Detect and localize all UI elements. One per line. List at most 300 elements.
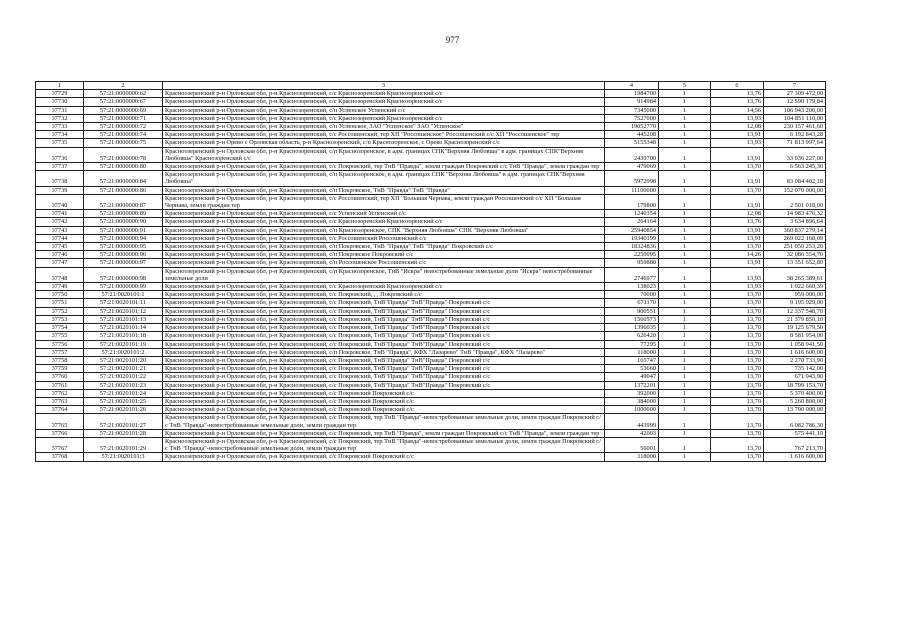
- quantity-cell: 1: [659, 437, 711, 452]
- row-number-cell: 37737: [36, 163, 84, 171]
- address-cell: Красноозеренский р-н Орловская обл, р-н Краснозоренский, с/с Покровский, ТнВ"Правда" ТнВ"Правда" Покровский с/с: [163, 365, 605, 373]
- area-cell: 7345000: [605, 106, 659, 114]
- address-cell: Красноозеренский р-н Орловская обл, р-н Краснозоренский, с/с Покровский Покровский с/с: [163, 453, 605, 461]
- row-number-cell: 37741: [36, 210, 84, 218]
- rate-cell: 13,70: [711, 324, 764, 332]
- cadastral-value-cell: 959 000,00: [764, 291, 826, 299]
- rate-cell: 13,70: [711, 340, 764, 348]
- area-cell: 138023: [605, 283, 659, 291]
- cadastral-number-cell: 57:21:0020101:19: [84, 340, 163, 348]
- rate-cell: 13,70: [711, 453, 764, 461]
- row-number-cell: 37768: [36, 453, 84, 461]
- cadastral-value-cell: 13 351 652,80: [764, 259, 826, 267]
- area-cell: 179800: [605, 194, 659, 209]
- table-row: [36, 218, 826, 226]
- address-cell: Красноозеренский р-н Орловская обл, р-н Краснозоренский, с/с Покровский Покровский с/с: [163, 389, 605, 397]
- cadastral-number-cell: 57:21:0000000:67: [84, 98, 163, 106]
- quantity-cell: 1: [659, 210, 711, 218]
- rate-cell: 13,70: [711, 365, 764, 373]
- quantity-cell: 1: [659, 131, 711, 139]
- address-cell: Красноозеренский р-н Орловская обл, р-н Краснозоренский, с/п Успенское Успенский с/с: [163, 106, 605, 114]
- address-cell: Красноозеренский р-н Орловская обл, р-н Краснозоренский, с/с Покровский Покровский с/с: [163, 397, 605, 405]
- address-cell: Красноозеренский р-н Орловская обл, р-н Краснозоренский, с/п Покровское, ТнВ "Правда", КФХ "Лазарево" ТнВ "Правда", КФХ "Лазарево": [163, 348, 605, 356]
- rate-cell: 13,70: [711, 291, 764, 299]
- cadastral-number-cell: 57:21:0020101:11: [84, 299, 163, 307]
- table-row: [36, 453, 826, 461]
- rate-cell: 13,91: [711, 147, 764, 162]
- quantity-cell: 1: [659, 365, 711, 373]
- row-number-cell: 37765: [36, 414, 84, 429]
- address-cell: Красноозеренский р-н Орловская обл, р-н Краснозоренский, с/п Покровское, ТнВ "Правда" ТнВ "Правда" Покровский с/с: [163, 243, 605, 251]
- address-cell: Красноозеренский р-н Орловская обл, р-н Краснозоренский, с/п Покровское Покровский с/с: [163, 251, 605, 259]
- rate-cell: 13,70: [711, 406, 764, 414]
- area-cell: 392000: [605, 389, 659, 397]
- rate-cell: 13,76: [711, 218, 764, 226]
- table-row: [36, 315, 826, 323]
- cadastral-value-cell: 230 157 461,60: [764, 123, 826, 131]
- cadastral-number-cell: 57:21:0020101:18: [84, 332, 163, 340]
- table-row: [36, 267, 826, 282]
- area-cell: 42003: [605, 429, 659, 437]
- rate-cell: 13,91: [711, 234, 764, 242]
- cadastral-number-cell: 57:21:0020101:26: [84, 406, 163, 414]
- row-number-cell: 37742: [36, 218, 84, 226]
- table-row: [36, 373, 826, 381]
- cadastral-value-cell: 19 125 679,50: [764, 324, 826, 332]
- table-row: [36, 291, 826, 299]
- rate-cell: 13,70: [711, 163, 764, 171]
- area-cell: 165747: [605, 356, 659, 364]
- row-number-cell: 37758: [36, 356, 84, 364]
- rate-cell: 13,93: [711, 114, 764, 122]
- area-cell: 2746977: [605, 267, 659, 282]
- quantity-cell: 1: [659, 381, 711, 389]
- area-cell: 959880: [605, 259, 659, 267]
- cadastral-number-cell: 57:21:0000000:78: [84, 147, 163, 162]
- row-number-cell: 37753: [36, 315, 84, 323]
- cadastral-number-cell: 57:21:0020101:28: [84, 429, 163, 437]
- row-number-cell: 37767: [36, 437, 84, 452]
- quantity-cell: 1: [659, 283, 711, 291]
- page-number: 977: [445, 35, 460, 45]
- row-number-cell: 37731: [36, 106, 84, 114]
- table-row: [36, 365, 826, 373]
- cadastral-value-cell: 8 581 954,00: [764, 332, 826, 340]
- rate-cell: 13,76: [711, 98, 764, 106]
- rate-cell: 13,70: [711, 348, 764, 356]
- row-number-cell: 37752: [36, 307, 84, 315]
- quantity-cell: 1: [659, 389, 711, 397]
- rate-cell: 13,91: [711, 259, 764, 267]
- area-cell: 7527000: [605, 114, 659, 122]
- cadastral-number-cell: 57:21:0000000:96: [84, 251, 163, 259]
- cadastral-number-cell: 57:21:0000000:90: [84, 218, 163, 226]
- rate-cell: 14,56: [711, 106, 764, 114]
- cadastral-number-cell: 57:21:0000000:84: [84, 171, 163, 186]
- area-cell: 70000: [605, 291, 659, 299]
- rate-cell: 13,91: [711, 194, 764, 209]
- cadastral-number-cell: 57:21:0020101:3: [84, 453, 163, 461]
- row-number-cell: 37738: [36, 171, 84, 186]
- area-cell: 671170: [605, 299, 659, 307]
- cadastral-number-cell: 57:21:0000000:69: [84, 106, 163, 114]
- table-row: [36, 243, 826, 251]
- cadastral-value-cell: 1 616 600,00: [764, 348, 826, 356]
- cadastral-number-cell: 57:21:0000000:71: [84, 114, 163, 122]
- address-cell: Красноозеренский р-н Орловская обл, р-н Краснозоренский, с/с Успенский Успенский с/с: [163, 210, 605, 218]
- address-cell: Красноозеренский р-н Орловская обл, р-н Краснозоренский, с/с Россошенский, тер ХП "Большая Чернава, земли граждан Россошенский с/с ХП "Большая Чернава, земли граждан тер: [163, 194, 605, 209]
- row-number-cell: 37740: [36, 194, 84, 209]
- address-cell: Красноозеренский р-н Орловская обл, р-н Краснозоренский, с/с Покровский, ТнВ"Правда" ТнВ"Правда" Покровский с/с: [163, 373, 605, 381]
- cadastral-value-cell: 12 337 548,70: [764, 307, 826, 315]
- row-number-cell: 37766: [36, 429, 84, 437]
- address-cell: Красноозеренский р-н Орловская обл, р-н Краснозоренский, с/с Краснозоренский Краснозоренский с/с: [163, 114, 605, 122]
- area-cell: 900551: [605, 307, 659, 315]
- cadastral-value-cell: 2 270 733,90: [764, 356, 826, 364]
- cadastral-number-cell: 57:21:0000000:62: [84, 90, 163, 98]
- quantity-cell: 1: [659, 299, 711, 307]
- table-row: [36, 186, 826, 194]
- table-row: [36, 123, 826, 131]
- row-number-cell: 37757: [36, 348, 84, 356]
- quantity-cell: 1: [659, 267, 711, 282]
- cadastral-number-cell: 57:21:0020101:14: [84, 324, 163, 332]
- rate-cell: 13,70: [711, 186, 764, 194]
- row-number-cell: 37743: [36, 226, 84, 234]
- rate-cell: 13,70: [711, 429, 764, 437]
- address-cell: Красноозеренский р-н Орловская обл, р-н Краснозоренский, с/с Покровский, ТнВ"Правда" ТнВ"Правда" Покровский с/с: [163, 381, 605, 389]
- header-col-7: 7: [764, 82, 826, 90]
- quantity-cell: 1: [659, 123, 711, 131]
- address-cell: Красноозеренский р-н Орловская обл, р-н Краснозоренский, с/с Покровский, ТнВ"Правда" ТнВ"Правда" Покровский с/с: [163, 340, 605, 348]
- quantity-cell: 1: [659, 98, 711, 106]
- rate-cell: 13,70: [711, 307, 764, 315]
- area-cell: 2439700: [605, 147, 659, 162]
- area-cell: 5972998: [605, 171, 659, 186]
- row-number-cell: 37730: [36, 98, 84, 106]
- cadastral-number-cell: 57:21:0020101:20: [84, 356, 163, 364]
- row-number-cell: 37747: [36, 259, 84, 267]
- area-cell: 118000: [605, 453, 659, 461]
- header-col-5: 5: [659, 82, 711, 90]
- address-cell: Красноозеренский р-н Орловская обл, р-н Краснозоренский, с/п Успенское, ЗАО "Успенское" ЗАО "Успенское": [163, 123, 605, 131]
- address-cell: Красноозеренский р-н Орловская обл, р-н Краснозоренский, с/с Покровский, ТнВ"Правда" ТнВ"Правда" Покровский с/с: [163, 356, 605, 364]
- cadastral-value-cell: 83 084 402,18: [764, 171, 826, 186]
- quantity-cell: 1: [659, 114, 711, 122]
- quantity-cell: 1: [659, 406, 711, 414]
- row-number-cell: 37729: [36, 90, 84, 98]
- column-number-header-row: [36, 82, 826, 90]
- table-row: [36, 163, 826, 171]
- cadastral-value-cell: 13 700 000,00: [764, 406, 826, 414]
- quantity-cell: 1: [659, 307, 711, 315]
- quantity-cell: 1: [659, 194, 711, 209]
- cadastral-value-cell: 71 813 997,64: [764, 139, 826, 147]
- cadastral-value-cell: 32 086 354,70: [764, 251, 826, 259]
- rate-cell: 14,26: [711, 251, 764, 259]
- row-number-cell: 37749: [36, 283, 84, 291]
- area-cell: 5155348: [605, 139, 659, 147]
- address-cell: Красноозеренский р-н Орловская обл, р-н Краснозоренский, с/п Краснозоренское, в адм. границах СПК "Верхняя Любовша" в адм. границах СПК"Верхняя Любовша": [163, 171, 605, 186]
- area-cell: 77295: [605, 340, 659, 348]
- address-cell: Красноозеренский р-н Орловская обл, р-н Краснозоренский, с/с Покровский, , , Покровский с/с: [163, 291, 605, 299]
- row-number-cell: 37739: [36, 186, 84, 194]
- row-number-cell: 37733: [36, 123, 84, 131]
- rate-cell: 13,70: [711, 356, 764, 364]
- table-row: [36, 114, 826, 122]
- table-row: [36, 381, 826, 389]
- table-row: [36, 259, 826, 267]
- rate-cell: 13,70: [711, 299, 764, 307]
- cadastral-value-cell: 21 379 850,10: [764, 315, 826, 323]
- row-number-cell: 37761: [36, 381, 84, 389]
- table-row: [36, 251, 826, 259]
- rate-cell: 13,70: [711, 381, 764, 389]
- address-cell: Красноозеренский р-н Орловская обл, р-н Краснозоренский, с/с Покровский, тер ТнВ "Правда", земли граждан Покровский с/с ТнВ "Правда", земли граждан тер: [163, 163, 605, 171]
- area-cell: 1560573: [605, 315, 659, 323]
- cadastral-number-cell: 57:21:0020101:22: [84, 373, 163, 381]
- cadastral-number-cell: 57:21:0020101:25: [84, 397, 163, 405]
- address-cell: Красноозеренский р-н Орловская обл, р-н Краснозоренский, с/с Краснозоренский Краснозоренский с/с: [163, 98, 605, 106]
- quantity-cell: 1: [659, 251, 711, 259]
- table-row: [36, 356, 826, 364]
- rate-cell: 13,70: [711, 332, 764, 340]
- table-row: [36, 226, 826, 234]
- area-cell: 384000: [605, 397, 659, 405]
- quantity-cell: 1: [659, 332, 711, 340]
- row-number-cell: 37755: [36, 332, 84, 340]
- row-number-cell: 37732: [36, 114, 84, 122]
- cadastral-value-cell: 33 936 227,00: [764, 147, 826, 162]
- rate-cell: 13,91: [711, 226, 764, 234]
- area-cell: 25940854: [605, 226, 659, 234]
- area-cell: 1240354: [605, 210, 659, 218]
- address-cell: Красноозеренский р-н Орловская обл, р-н Краснозоренский, с/с Россошенский Россошенский с/с: [163, 234, 605, 242]
- table-row: [36, 429, 826, 437]
- table-row: [36, 332, 826, 340]
- header-col-2: 2: [84, 82, 163, 90]
- cadastral-number-cell: 57:21:0000000:99: [84, 283, 163, 291]
- address-cell: Красноозеренский р-н Орловская обл, р-н Краснозоренский, с/с Покровский, ТнВ"Правда" ТнВ"Правда" Покровский с/с: [163, 315, 605, 323]
- area-cell: 19052770: [605, 123, 659, 131]
- quantity-cell: 1: [659, 147, 711, 162]
- cadastral-value-cell: 360 837 279,14: [764, 226, 826, 234]
- row-number-cell: 37748: [36, 267, 84, 282]
- quantity-cell: 1: [659, 243, 711, 251]
- cadastral-value-cell: 14 983 476,32: [764, 210, 826, 218]
- cadastral-value-cell: 6 082 786,30: [764, 414, 826, 429]
- area-cell: 443999: [605, 414, 659, 429]
- area-cell: 56001: [605, 437, 659, 452]
- quantity-cell: 1: [659, 373, 711, 381]
- rate-cell: 13,70: [711, 389, 764, 397]
- table-row: [36, 397, 826, 405]
- cadastral-value-cell: 1 058 941,50: [764, 340, 826, 348]
- rate-cell: 13,91: [711, 171, 764, 186]
- table-row: [36, 106, 826, 114]
- rate-cell: 13,70: [711, 397, 764, 405]
- area-cell: 479069: [605, 163, 659, 171]
- header-col-1: 1: [36, 82, 84, 90]
- table-row: [36, 307, 826, 315]
- cadastral-value-cell: 104 851 110,00: [764, 114, 826, 122]
- cadastral-number-cell: 57:21:0000000:72: [84, 123, 163, 131]
- header-col-6: 6: [711, 82, 764, 90]
- row-number-cell: 37759: [36, 365, 84, 373]
- table-row: [36, 283, 826, 291]
- cadastral-value-cell: 5 370 400,00: [764, 389, 826, 397]
- address-cell: Красноозеренский р-н Орловская обл, р-н Краснозоренский, с/п Краснозоренское, СПК "Верхняя Любовша" СПК "Верхняя Любовша": [163, 226, 605, 234]
- cadastral-value-cell: 27 309 472,00: [764, 90, 826, 98]
- cadastral-value-cell: 152 070 000,00: [764, 186, 826, 194]
- cadastral-number-cell: 57:21:0020101:13: [84, 315, 163, 323]
- row-number-cell: 37763: [36, 397, 84, 405]
- quantity-cell: 1: [659, 348, 711, 356]
- area-cell: 1000000: [605, 406, 659, 414]
- cadastral-number-cell: 57:21:0020101:1: [84, 291, 163, 299]
- quantity-cell: 1: [659, 106, 711, 114]
- quantity-cell: 1: [659, 218, 711, 226]
- address-cell: Красноозеренский р-н Орловская обл, р-н Краснозоренский, с/с Покровский, ТнВ"Правда" ТнВ"Правда" Покровский с/с: [163, 332, 605, 340]
- cadastral-number-cell: 57:21:0020101:24: [84, 389, 163, 397]
- address-cell: Красноозеренский р-н Орловская обл, р-н Краснозоренский, с/с Покровский, ТнВ"Правда" ТнВ"Правда" Покровский с/с: [163, 324, 605, 332]
- area-cell: 53660: [605, 365, 659, 373]
- table-row: [36, 210, 826, 218]
- address-cell: Красноозеренский р-н Орловская обл, р-н Краснозоренский, с/с Краснозоренский Краснозоренский с/с: [163, 218, 605, 226]
- area-cell: 626420: [605, 332, 659, 340]
- cadastral-number-cell: 57:21:0020101:2: [84, 348, 163, 356]
- table-row: [36, 340, 826, 348]
- quantity-cell: 1: [659, 234, 711, 242]
- table-row: [36, 324, 826, 332]
- table-row: [36, 98, 826, 106]
- address-cell: Красноозеренский р-н Орловская обл, р-н Краснозоренский, с/с Покровский, ТнВ"Правда" ТнВ"Правда" Покровский с/с: [163, 299, 605, 307]
- quantity-cell: 1: [659, 414, 711, 429]
- quantity-cell: 1: [659, 397, 711, 405]
- cadastral-value-cell: 671 943,90: [764, 373, 826, 381]
- quantity-cell: 1: [659, 356, 711, 364]
- address-cell: Красноозеренский р-н Орловская обл, р-н Краснозоренский, с/с Покровский, тер ТнВ "Правда", земли граждан Покровский с/с ТнВ "Правда", земли граждан тер: [163, 429, 605, 437]
- quantity-cell: 1: [659, 259, 711, 267]
- quantity-cell: 1: [659, 226, 711, 234]
- cadastral-value-cell: 1 616 600,00: [764, 453, 826, 461]
- table-row: [36, 171, 826, 186]
- table-row: [36, 147, 826, 162]
- cadastral-value-cell: 735 142,00: [764, 365, 826, 373]
- table-body: [36, 90, 826, 461]
- cadastral-number-cell: 57:21:0000000:86: [84, 186, 163, 194]
- row-number-cell: 37734: [36, 131, 84, 139]
- area-cell: 1396035: [605, 324, 659, 332]
- rate-cell: 13,70: [711, 373, 764, 381]
- row-number-cell: 37762: [36, 389, 84, 397]
- rate-cell: 13,93: [711, 283, 764, 291]
- rate-cell: 13,70: [711, 437, 764, 452]
- address-cell: Красноозеренский р-н Орловская обл, р-н Краснозоренский, с/с Краснозоренский Краснозоренский с/с: [163, 283, 605, 291]
- area-cell: 19340199: [605, 234, 659, 242]
- area-cell: 49047: [605, 373, 659, 381]
- cadastral-value-cell: 269 022 168,09: [764, 234, 826, 242]
- cadastral-value-cell: 251 050 253,20: [764, 243, 826, 251]
- quantity-cell: 1: [659, 90, 711, 98]
- cadastral-number-cell: 57:21:0000000:91: [84, 226, 163, 234]
- quantity-cell: 1: [659, 163, 711, 171]
- address-cell: Красноозеренский р-н Орловская обл, р-н Краснозоренский, с/с Покровский, тер ТнВ "Правда"-невостребованные земельные доли, земли граждан Покровский с/с ТнВ "Правда"-невостребованные земельные доли, земли граждан тер: [163, 414, 605, 429]
- cadastral-number-cell: 57:21:0020101:23: [84, 381, 163, 389]
- quantity-cell: 1: [659, 429, 711, 437]
- cadastral-value-cell: 38 265 389,61: [764, 267, 826, 282]
- quantity-cell: 1: [659, 453, 711, 461]
- rate-cell: 13,76: [711, 90, 764, 98]
- cadastral-number-cell: 57:21:0000000:94: [84, 234, 163, 242]
- header-col-4: 4: [605, 82, 659, 90]
- table-row: [36, 414, 826, 429]
- cadastral-value-cell: 12 590 179,84: [764, 98, 826, 106]
- cadastral-value-cell: 9 195 029,00: [764, 299, 826, 307]
- cadastral-value-cell: 1 922 660,39: [764, 283, 826, 291]
- rate-cell: 12,08: [711, 210, 764, 218]
- row-number-cell: 37744: [36, 234, 84, 242]
- address-cell: Красноозеренский р-н Орловская обл, р-н Краснозоренский, с/с Покровский, тер ТнВ "Правда"-невостребованные земельные доли, земли граждан Покровский с/с ТнВ "Правда"-невостребованные земельные доли, земли граждан тер: [163, 437, 605, 452]
- area-cell: 264164: [605, 218, 659, 226]
- quantity-cell: 1: [659, 139, 711, 147]
- cadastral-value-cell: 6 192 843,28: [764, 131, 826, 139]
- cadastral-number-cell: 57:21:0020101:27: [84, 414, 163, 429]
- area-cell: 11100000: [605, 186, 659, 194]
- area-cell: 1984700: [605, 90, 659, 98]
- table-row: [36, 389, 826, 397]
- cadastral-number-cell: 57:21:0000000:87: [84, 194, 163, 209]
- table-row: [36, 234, 826, 242]
- address-cell: Красноозеренский р-н Орловская обл, р-н Краснозоренский, с/с Краснозоренский Краснозоренский с/с: [163, 90, 605, 98]
- row-number-cell: 37735: [36, 139, 84, 147]
- cadastral-value-cell: 2 501 018,00: [764, 194, 826, 209]
- address-cell: Красноозеренский р-н Орловская обл, р-н Краснозоренский, с/п Россошенское Россошенский с/с: [163, 259, 605, 267]
- cadastral-number-cell: 57:21:0000000:97: [84, 259, 163, 267]
- quantity-cell: 1: [659, 315, 711, 323]
- cadastral-value-cell: 106 943 200,00: [764, 106, 826, 114]
- cadastral-number-cell: 57:21:0000000:95: [84, 243, 163, 251]
- quantity-cell: 1: [659, 291, 711, 299]
- row-number-cell: 37760: [36, 373, 84, 381]
- address-cell: Красноозеренский р-н Орловская обл, р-н Краснозоренский, с/п Покровское, ТнВ "Правда" ТнВ "Правда": [163, 186, 605, 194]
- address-cell: Красноозеренский р-н Орловская обл, р-н Краснозоренский, с/п Краснозоренское, в адм. границах СПК"Верхняя Любовша" в адм. границах СПК"Верхняя Любовша" Краснозоренский с/с: [163, 147, 605, 162]
- table-row: [36, 299, 826, 307]
- cadastral-number-cell: 57:21:0000000:74: [84, 131, 163, 139]
- address-cell: Красноозеренский р-н Орловская обл, р-н Краснозоренский, с/с Покровский Покровский с/с: [163, 406, 605, 414]
- rate-cell: 13,70: [711, 243, 764, 251]
- address-cell: Красноозеренский р-н Орево с Орловская область, р-н Краснозоренский, с/п Краснозоренское, с Орево Краснозоренский с/с: [163, 139, 605, 147]
- rate-cell: 13,70: [711, 315, 764, 323]
- row-number-cell: 37750: [36, 291, 84, 299]
- header-col-3: 3: [163, 82, 605, 90]
- cadastral-number-cell: 57:21:0000000:75: [84, 139, 163, 147]
- row-number-cell: 37746: [36, 251, 84, 259]
- table-row: [36, 90, 826, 98]
- cadastral-number-cell: 57:21:0020101:29: [84, 437, 163, 452]
- rate-cell: 13,93: [711, 139, 764, 147]
- row-number-cell: 37745: [36, 243, 84, 251]
- area-cell: 445208: [605, 131, 659, 139]
- cadastral-number-cell: 57:21:0020101:12: [84, 307, 163, 315]
- row-number-cell: 37754: [36, 324, 84, 332]
- table-row: [36, 139, 826, 147]
- cadastral-value-cell: 767 213,70: [764, 437, 826, 452]
- cadastral-number-cell: 57:21:0000000:98: [84, 267, 163, 282]
- cadastral-register-table: [35, 81, 826, 462]
- cadastral-number-cell: 57:21:0020101:21: [84, 365, 163, 373]
- table-row: [36, 437, 826, 452]
